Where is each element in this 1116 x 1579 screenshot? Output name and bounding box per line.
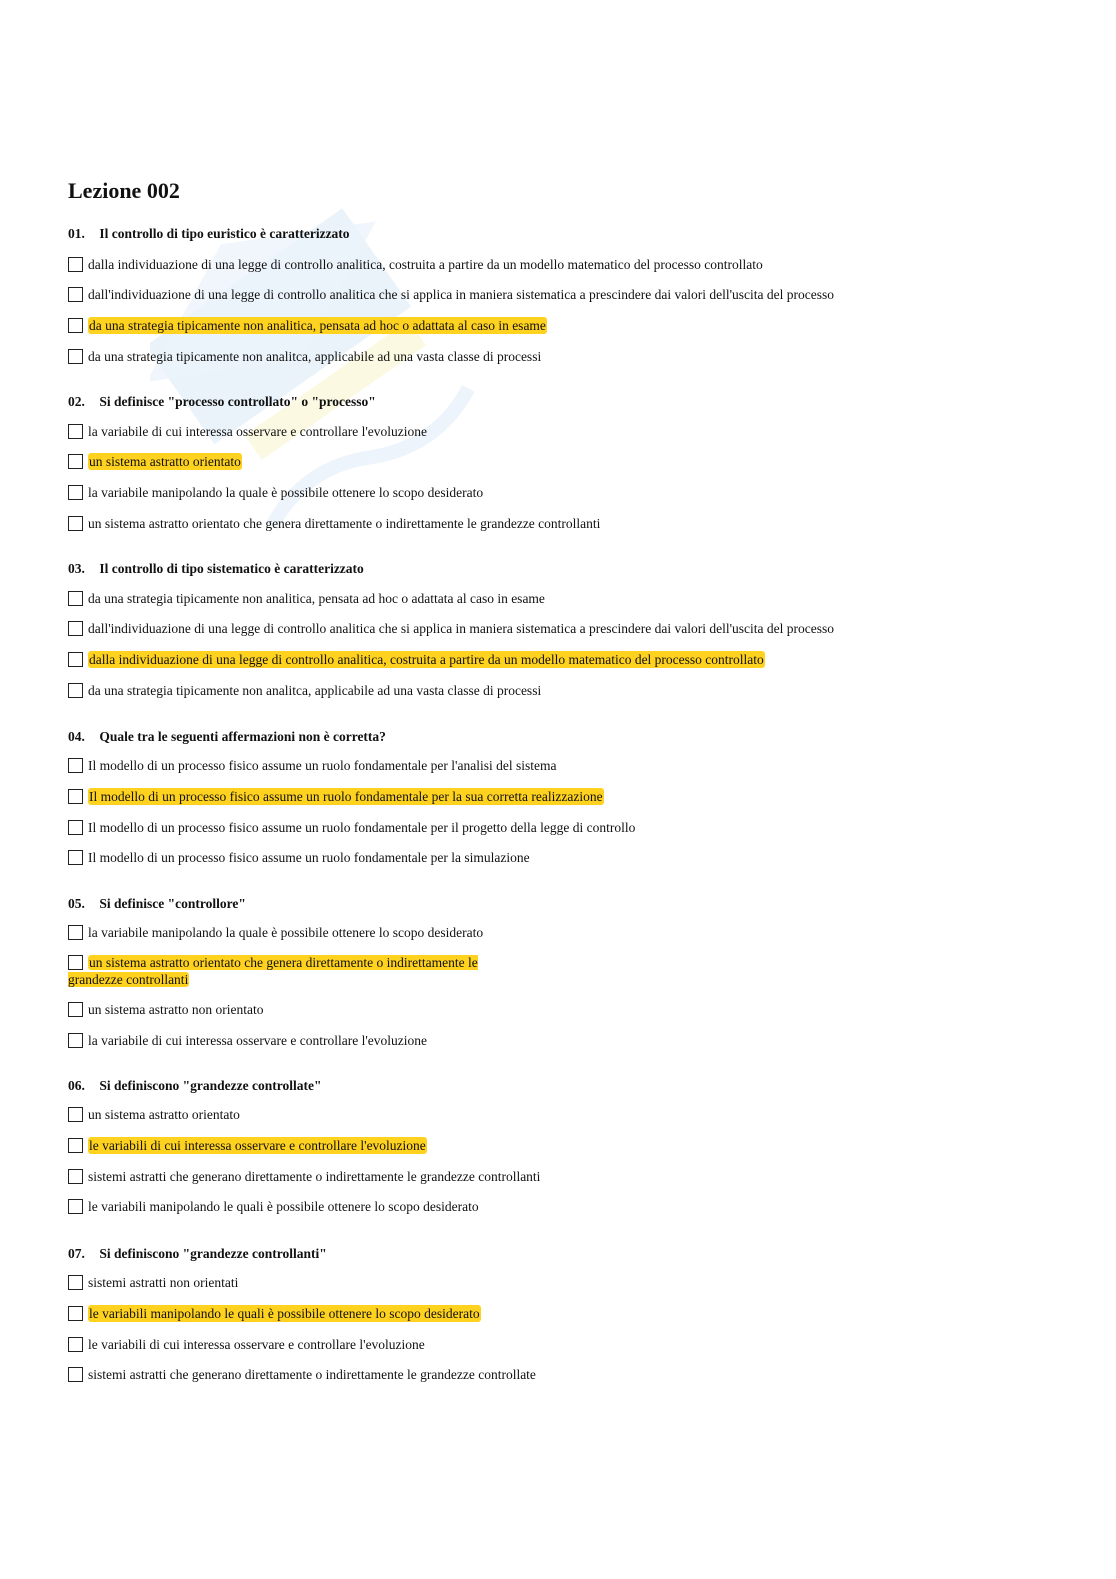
checkbox[interactable] bbox=[68, 758, 83, 773]
question-header bbox=[68, 1076, 1068, 1096]
option-text: da una strategia tipicamente non analitca, applicabile ad una vasta classe di processi bbox=[88, 349, 542, 364]
option-text: un sistema astratto orientato che genera direttamente o indirettamente le grandezze controllanti bbox=[88, 516, 601, 531]
answer-option[interactable] bbox=[68, 1336, 425, 1353]
question-06 bbox=[68, 1076, 1068, 1214]
answer-option[interactable] bbox=[68, 1198, 479, 1215]
checkbox[interactable] bbox=[68, 1306, 83, 1321]
answer-option[interactable] bbox=[68, 757, 556, 774]
question-04 bbox=[68, 727, 1068, 865]
checkbox[interactable] bbox=[68, 652, 83, 667]
answer-option[interactable] bbox=[68, 1032, 427, 1049]
question-number: 05. bbox=[68, 896, 85, 911]
option-text-highlighted: dalla individuazione di una legge di controllo analitica, costruita a partire da un modello matematico del processo controllato bbox=[89, 652, 764, 667]
checkbox[interactable] bbox=[68, 955, 83, 970]
option-text: dall'individuazione di una legge di controllo analitica che si applica in maniera sistematica a prescindere dai valori dell'uscita del processo bbox=[88, 287, 834, 302]
answer-option[interactable] bbox=[68, 651, 765, 668]
question-header bbox=[68, 559, 1068, 579]
checkbox[interactable] bbox=[68, 820, 83, 835]
answer-option[interactable] bbox=[68, 484, 483, 501]
question-01 bbox=[68, 224, 1068, 364]
option-text: dall'individuazione di una legge di controllo analitica che si applica in maniera sistematica a prescindere dai valori dell'uscita del processo bbox=[88, 621, 834, 636]
question-number: 01. bbox=[68, 226, 85, 241]
question-text: Si definisce "processo controllato" o "processo" bbox=[99, 394, 376, 409]
answer-option[interactable] bbox=[68, 1001, 263, 1018]
option-text: le variabili di cui interessa osservare e controllare l'evoluzione bbox=[88, 1337, 425, 1352]
option-text: Il modello di un processo fisico assume un ruolo fondamentale per il progetto della legge di controllo bbox=[88, 820, 636, 835]
checkbox[interactable] bbox=[68, 1138, 83, 1153]
question-text: Quale tra le seguenti affermazioni non è corretta? bbox=[99, 729, 386, 744]
option-text: la variabile manipolando la quale è possibile ottenere lo scopo desiderato bbox=[88, 485, 484, 500]
question-header bbox=[68, 727, 1068, 747]
answer-option[interactable] bbox=[68, 453, 242, 470]
checkbox[interactable] bbox=[68, 683, 83, 698]
option-text: Il modello di un processo fisico assume un ruolo fondamentale per la simulazione bbox=[88, 850, 530, 865]
question-05 bbox=[68, 894, 1068, 1048]
checkbox[interactable] bbox=[68, 1169, 83, 1184]
checkbox[interactable] bbox=[68, 1367, 83, 1382]
checkbox[interactable] bbox=[68, 424, 83, 439]
option-text: un sistema astratto non orientato bbox=[88, 1002, 264, 1017]
checkbox[interactable] bbox=[68, 1275, 83, 1290]
checkbox[interactable] bbox=[68, 1337, 83, 1352]
question-02 bbox=[68, 392, 1068, 531]
checkbox[interactable] bbox=[68, 925, 83, 940]
checkbox[interactable] bbox=[68, 591, 83, 606]
answer-option[interactable] bbox=[68, 1305, 481, 1322]
option-text: sistemi astratti non orientati bbox=[88, 1275, 239, 1290]
answer-option[interactable] bbox=[68, 590, 545, 607]
answer-option[interactable] bbox=[68, 1366, 536, 1383]
checkbox[interactable] bbox=[68, 454, 83, 469]
question-header bbox=[68, 894, 1068, 914]
option-text: sistemi astratti che generano direttamente o indirettamente le grandezze controllate bbox=[88, 1367, 536, 1382]
checkbox[interactable] bbox=[68, 318, 83, 333]
checkbox[interactable] bbox=[68, 621, 83, 636]
answer-option[interactable] bbox=[68, 924, 483, 941]
answer-option[interactable] bbox=[68, 1274, 238, 1291]
question-number: 04. bbox=[68, 729, 85, 744]
option-text: la variabile manipolando la quale è possibile ottenere lo scopo desiderato bbox=[88, 925, 484, 940]
answer-option[interactable] bbox=[68, 256, 763, 273]
option-text: sistemi astratti che generano direttamente o indirettamente le grandezze controllanti bbox=[88, 1169, 541, 1184]
checkbox[interactable] bbox=[68, 1107, 83, 1122]
question-text: Si definiscono "grandezze controllanti" bbox=[99, 1246, 327, 1261]
question-header bbox=[68, 392, 1068, 412]
option-text: Il modello di un processo fisico assume un ruolo fondamentale per l'analisi del sistema bbox=[88, 758, 557, 773]
checkbox[interactable] bbox=[68, 1033, 83, 1048]
question-header bbox=[68, 224, 1068, 244]
answer-option[interactable] bbox=[68, 286, 834, 303]
option-text-highlighted: le variabili manipolando le quali è possibile ottenere lo scopo desiderato bbox=[89, 1306, 480, 1321]
answer-option[interactable] bbox=[68, 819, 635, 836]
option-text-highlighted: le variabili di cui interessa osservare e controllare l'evoluzione bbox=[89, 1138, 426, 1153]
question-03 bbox=[68, 559, 1068, 698]
option-text: la variabile di cui interessa osservare e controllare l'evoluzione bbox=[88, 1033, 428, 1048]
option-text-highlighted: Il modello di un processo fisico assume un ruolo fondamentale per la sua corretta realizzazione bbox=[89, 789, 603, 804]
answer-option[interactable] bbox=[68, 954, 498, 988]
question-text: Il controllo di tipo euristico è caratterizzato bbox=[99, 226, 350, 241]
checkbox[interactable] bbox=[68, 789, 83, 804]
option-text: un sistema astratto orientato bbox=[88, 1107, 240, 1122]
answer-option[interactable] bbox=[68, 620, 834, 637]
answer-option[interactable] bbox=[68, 682, 541, 699]
checkbox[interactable] bbox=[68, 257, 83, 272]
option-text: da una strategia tipicamente non analitca, applicabile ad una vasta classe di processi bbox=[88, 683, 542, 698]
checkbox[interactable] bbox=[68, 287, 83, 302]
answer-option[interactable] bbox=[68, 1137, 427, 1154]
option-text-highlighted: un sistema astratto orientato che genera direttamente o indirettamente le grandezze controllanti bbox=[68, 955, 478, 987]
question-number: 02. bbox=[68, 394, 85, 409]
question-number: 06. bbox=[68, 1078, 85, 1093]
answer-option[interactable] bbox=[68, 1168, 540, 1185]
checkbox[interactable] bbox=[68, 850, 83, 865]
question-text: Il controllo di tipo sistematico è caratterizzato bbox=[99, 561, 364, 576]
answer-option[interactable] bbox=[68, 423, 427, 440]
answer-option[interactable] bbox=[68, 849, 530, 866]
option-text: la variabile di cui interessa osservare e controllare l'evoluzione bbox=[88, 424, 428, 439]
question-text: Si definisce "controllore" bbox=[99, 896, 246, 911]
answer-option[interactable] bbox=[68, 1106, 240, 1123]
option-text-highlighted: un sistema astratto orientato bbox=[89, 454, 241, 469]
question-number: 07. bbox=[68, 1246, 85, 1261]
question-07 bbox=[68, 1244, 1068, 1382]
page-title: Lezione 002 bbox=[68, 178, 180, 203]
question-text: Si definiscono "grandezze controllate" bbox=[99, 1078, 322, 1093]
option-text: dalla individuazione di una legge di controllo analitica, costruita a partire da un modello matematico del processo controllato bbox=[88, 257, 763, 272]
checkbox[interactable] bbox=[68, 485, 83, 500]
option-text: le variabili manipolando le quali è possibile ottenere lo scopo desiderato bbox=[88, 1199, 479, 1214]
answer-option[interactable] bbox=[68, 788, 604, 805]
checkbox[interactable] bbox=[68, 1002, 83, 1017]
checkbox[interactable] bbox=[68, 516, 83, 531]
checkbox[interactable] bbox=[68, 349, 83, 364]
option-text: da una strategia tipicamente non analitica, pensata ad hoc o adattata al caso in esame bbox=[88, 591, 545, 606]
answer-option[interactable] bbox=[68, 317, 547, 334]
question-header bbox=[68, 1244, 1068, 1264]
answer-option[interactable] bbox=[68, 348, 541, 365]
answer-option[interactable] bbox=[68, 515, 600, 532]
checkbox[interactable] bbox=[68, 1199, 83, 1214]
option-text-highlighted: da una strategia tipicamente non analitica, pensata ad hoc o adattata al caso in esame bbox=[89, 318, 546, 333]
question-number: 03. bbox=[68, 561, 85, 576]
